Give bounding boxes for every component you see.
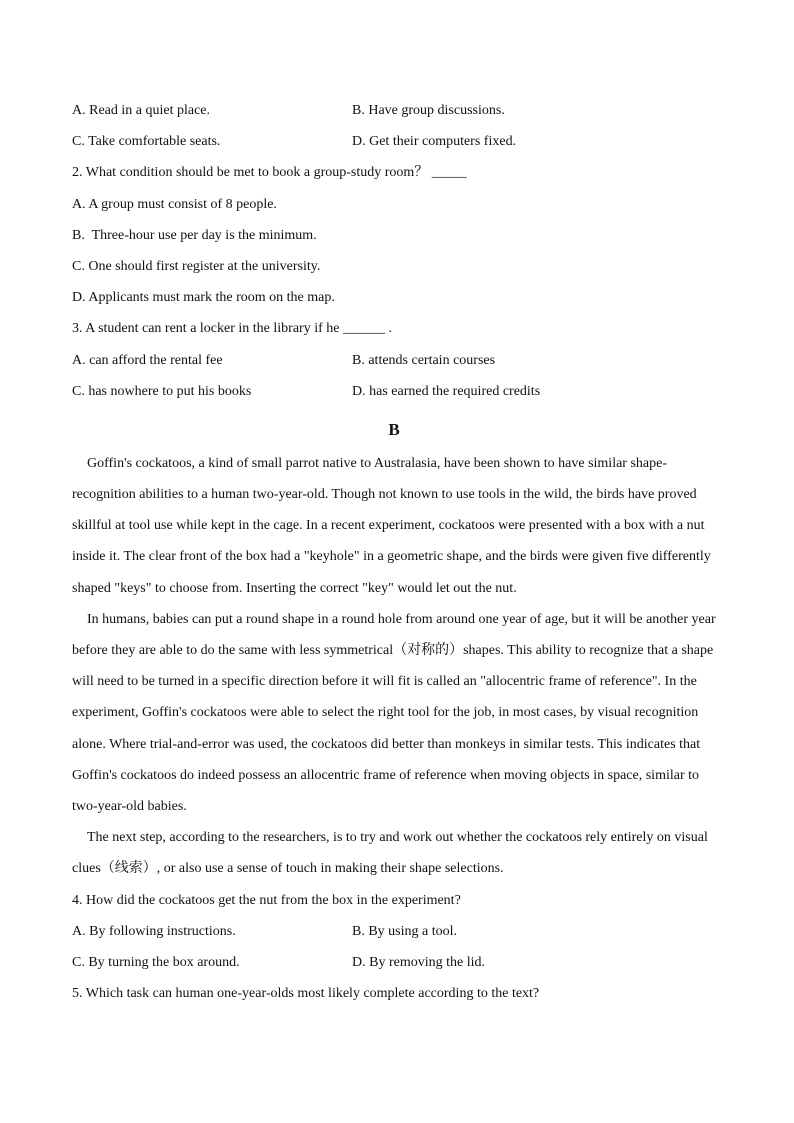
question-stem: 2. What condition should be met to book a group-study room？ _____ [72, 165, 467, 181]
paragraph-line: experiment, Goffin's cockatoos were able to select the right tool for the job, in most cases, by visual recognition [72, 705, 699, 721]
paragraph-line: shaped "keys" to choose from. Inserting the correct "key" would let out the nut. [72, 580, 517, 596]
option: C. Take comfortable seats. [72, 134, 221, 150]
option: A. can afford the rental fee [72, 352, 223, 368]
paragraph-line: skillful at tool use while kept in the cage. In a recent experiment, cockatoos were presented with a box with a nut [72, 518, 705, 534]
option: B. Have group discussions. [352, 103, 505, 118]
paragraph-line: recognition abilities to a human two-year-old. Though not known to use tools in the wild, the birds have proved [72, 487, 697, 503]
option: D. has earned the required credits [352, 383, 541, 399]
option: A. By following instructions. [72, 923, 236, 939]
paragraph-line: two-year-old babies. [72, 798, 187, 814]
option-row [72, 95, 722, 126]
paragraph-line: will need to be turned in a specific direction before it will fit is called an "allocentric frame of reference". In the [72, 674, 697, 690]
paragraph-line: before they are able to do the same with less symmetrical（对称的）shapes. This ability to recognize that a shape [72, 643, 714, 658]
option: D. Applicants must mark the room on the map. [72, 290, 335, 306]
option: C. has nowhere to put his books [72, 383, 252, 399]
option-row [72, 916, 722, 947]
option: B. By using a tool. [352, 923, 458, 939]
paragraph-line: inside it. The clear front of the box had a "keyhole" in a geometric shape, and the birds were given five differently [72, 549, 711, 565]
option: A. A group must consist of 8 people. [72, 196, 277, 212]
option: B. attends certain courses [352, 352, 496, 368]
option: C. By turning the box around. [72, 954, 240, 970]
paragraph-line: Goffin's cockatoos, a kind of small parrot native to Australasia, have been shown to have similar shape- [87, 455, 668, 471]
passage-paragraph [72, 604, 722, 822]
passage-paragraph [72, 448, 722, 604]
option-row [72, 376, 722, 407]
option-row [72, 947, 722, 978]
question-stem: 3. A student can rent a locker in the library if he ______ . [72, 321, 392, 337]
page-content [72, 95, 722, 1009]
option: A. Read in a quiet place. [72, 103, 211, 118]
option: D. By removing the lid. [352, 954, 485, 970]
question-stem: 5. Which task can human one-year-olds most likely complete according to the text? [72, 986, 540, 1002]
paragraph-line: clues（线索）, or also use a sense of touch in making their shape selections. [72, 861, 504, 877]
option-row [72, 126, 722, 157]
section-heading: B [388, 419, 400, 439]
passage-paragraph [72, 822, 722, 884]
option: B. Three-hour use per day is the minimum. [72, 227, 317, 243]
option: C. One should first register at the university. [72, 258, 321, 274]
paragraph-line: The next step, according to the researchers, is to try and work out whether the cockatoos rely entirely on visual [87, 830, 708, 846]
paragraph-line: Goffin's cockatoos do indeed possess an allocentric frame of reference when moving objects in space, similar to [72, 767, 700, 783]
paragraph-line: In humans, babies can put a round shape in a round hole from around one year of age, but it will be another year [87, 611, 716, 627]
option-row [72, 345, 722, 376]
paragraph-line: alone. Where trial-and-error was used, the cockatoos did better than monkeys in similar tests. This indicates that [72, 736, 701, 752]
option: D. Get their computers fixed. [352, 134, 517, 150]
question-stem: 4. How did the cockatoos get the nut from the box in the experiment? [72, 892, 461, 908]
